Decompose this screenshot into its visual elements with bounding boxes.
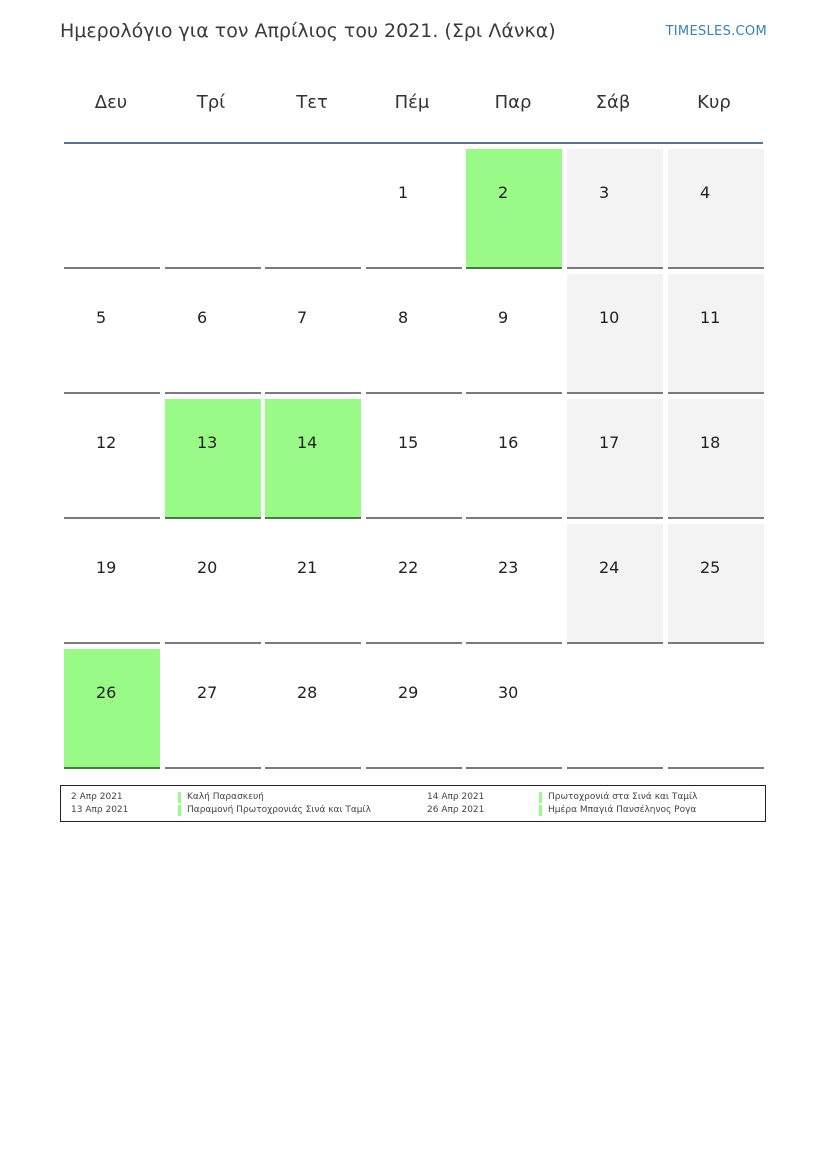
- calendar-day[interactable]: [366, 274, 462, 394]
- legend-name: Ημέρα Μπαγιά Πανσέληνος Ρογα: [548, 805, 697, 815]
- calendar-day-holiday[interactable]: [165, 399, 261, 519]
- day-number: 19: [96, 558, 117, 577]
- legend-color-marker: [178, 792, 181, 803]
- calendar-day[interactable]: [466, 399, 562, 519]
- weekday-thu: Πέμ: [394, 92, 430, 113]
- day-number: 5: [96, 308, 107, 327]
- calendar-day[interactable]: [64, 399, 160, 519]
- day-number: 29: [398, 683, 419, 702]
- weekday-sat: Σάβ: [595, 92, 631, 113]
- legend-color-marker: [539, 805, 542, 816]
- day-number: 17: [599, 433, 620, 452]
- day-number: 13: [197, 433, 218, 452]
- calendar-day[interactable]: [165, 524, 261, 644]
- page-title: Ημερολόγιο για τον Απρίλιος του 2021. (Σρι Λάνκα): [60, 20, 556, 42]
- day-number: 26: [96, 683, 117, 702]
- calendar-day-empty: [567, 649, 663, 769]
- day-number: 6: [197, 308, 208, 327]
- day-number: 24: [599, 558, 620, 577]
- calendar-day[interactable]: [265, 649, 361, 769]
- legend-date: 2 Απρ 2021: [71, 792, 123, 802]
- legend-date: 13 Απρ 2021: [71, 805, 129, 815]
- calendar-day-holiday[interactable]: [466, 149, 562, 269]
- calendar-day-holiday[interactable]: [265, 399, 361, 519]
- day-number: 15: [398, 433, 419, 452]
- day-number: 28: [297, 683, 318, 702]
- calendar-day-empty: [668, 649, 764, 769]
- weekday-fri: Παρ: [494, 92, 532, 113]
- day-number: 16: [498, 433, 519, 452]
- calendar-day[interactable]: [668, 149, 764, 269]
- day-number: 20: [197, 558, 218, 577]
- calendar-day-empty: [265, 149, 361, 269]
- day-number: 10: [599, 308, 620, 327]
- calendar-day[interactable]: [466, 649, 562, 769]
- day-number: 7: [297, 308, 308, 327]
- day-number: 22: [398, 558, 419, 577]
- day-number: 27: [197, 683, 218, 702]
- calendar-day[interactable]: [366, 149, 462, 269]
- legend-color-marker: [539, 792, 542, 803]
- weekday-header: [62, 80, 765, 128]
- calendar-day[interactable]: [466, 524, 562, 644]
- calendar-day[interactable]: [265, 274, 361, 394]
- legend-name: Πρωτοχρονιά στα Σινά και Ταμίλ: [548, 792, 698, 802]
- day-number: 14: [297, 433, 318, 452]
- day-number: 25: [700, 558, 721, 577]
- day-number: 3: [599, 183, 610, 202]
- weekday-tue: Τρί: [196, 92, 226, 113]
- calendar-day[interactable]: [64, 524, 160, 644]
- legend-date: 14 Απρ 2021: [427, 792, 485, 802]
- header-divider: [64, 142, 763, 144]
- day-number: 11: [700, 308, 721, 327]
- calendar-day-holiday[interactable]: [64, 649, 160, 769]
- day-number: 4: [700, 183, 711, 202]
- calendar-day-empty: [165, 149, 261, 269]
- calendar-day[interactable]: [265, 524, 361, 644]
- legend-date: 26 Απρ 2021: [427, 805, 485, 815]
- weekday-sun: Κυρ: [697, 92, 731, 113]
- day-number: 8: [398, 308, 409, 327]
- calendar-day[interactable]: [567, 399, 663, 519]
- legend-name: Παραμονή Πρωτοχρονιάς Σινά και Ταμίλ: [187, 805, 371, 815]
- calendar-day[interactable]: [366, 524, 462, 644]
- weekday-wed: Τετ: [296, 92, 328, 113]
- calendar-day[interactable]: [366, 399, 462, 519]
- day-number: 18: [700, 433, 721, 452]
- weekday-mon: Δευ: [94, 92, 128, 113]
- day-number: 21: [297, 558, 318, 577]
- calendar-day[interactable]: [567, 149, 663, 269]
- calendar-day[interactable]: [567, 524, 663, 644]
- day-number: 1: [398, 183, 409, 202]
- day-number: 2: [498, 183, 509, 202]
- calendar-day[interactable]: [366, 649, 462, 769]
- calendar-day[interactable]: [165, 274, 261, 394]
- day-number: 30: [498, 683, 519, 702]
- calendar-day[interactable]: [668, 524, 764, 644]
- day-number: 9: [498, 308, 509, 327]
- calendar-day[interactable]: [165, 649, 261, 769]
- legend-color-marker: [178, 805, 181, 816]
- calendar-grid: [64, 149, 763, 770]
- calendar-day[interactable]: [466, 274, 562, 394]
- calendar-day-empty: [64, 149, 160, 269]
- calendar-day[interactable]: [567, 274, 663, 394]
- day-number: 12: [96, 433, 117, 452]
- brand-link[interactable]: TIMESLES.COM: [665, 24, 767, 39]
- calendar-day[interactable]: [64, 274, 160, 394]
- calendar-day[interactable]: [668, 399, 764, 519]
- calendar-day[interactable]: [668, 274, 764, 394]
- holiday-legend: [60, 785, 766, 822]
- day-number: 23: [498, 558, 519, 577]
- legend-name: Καλή Παρασκευή: [187, 792, 264, 802]
